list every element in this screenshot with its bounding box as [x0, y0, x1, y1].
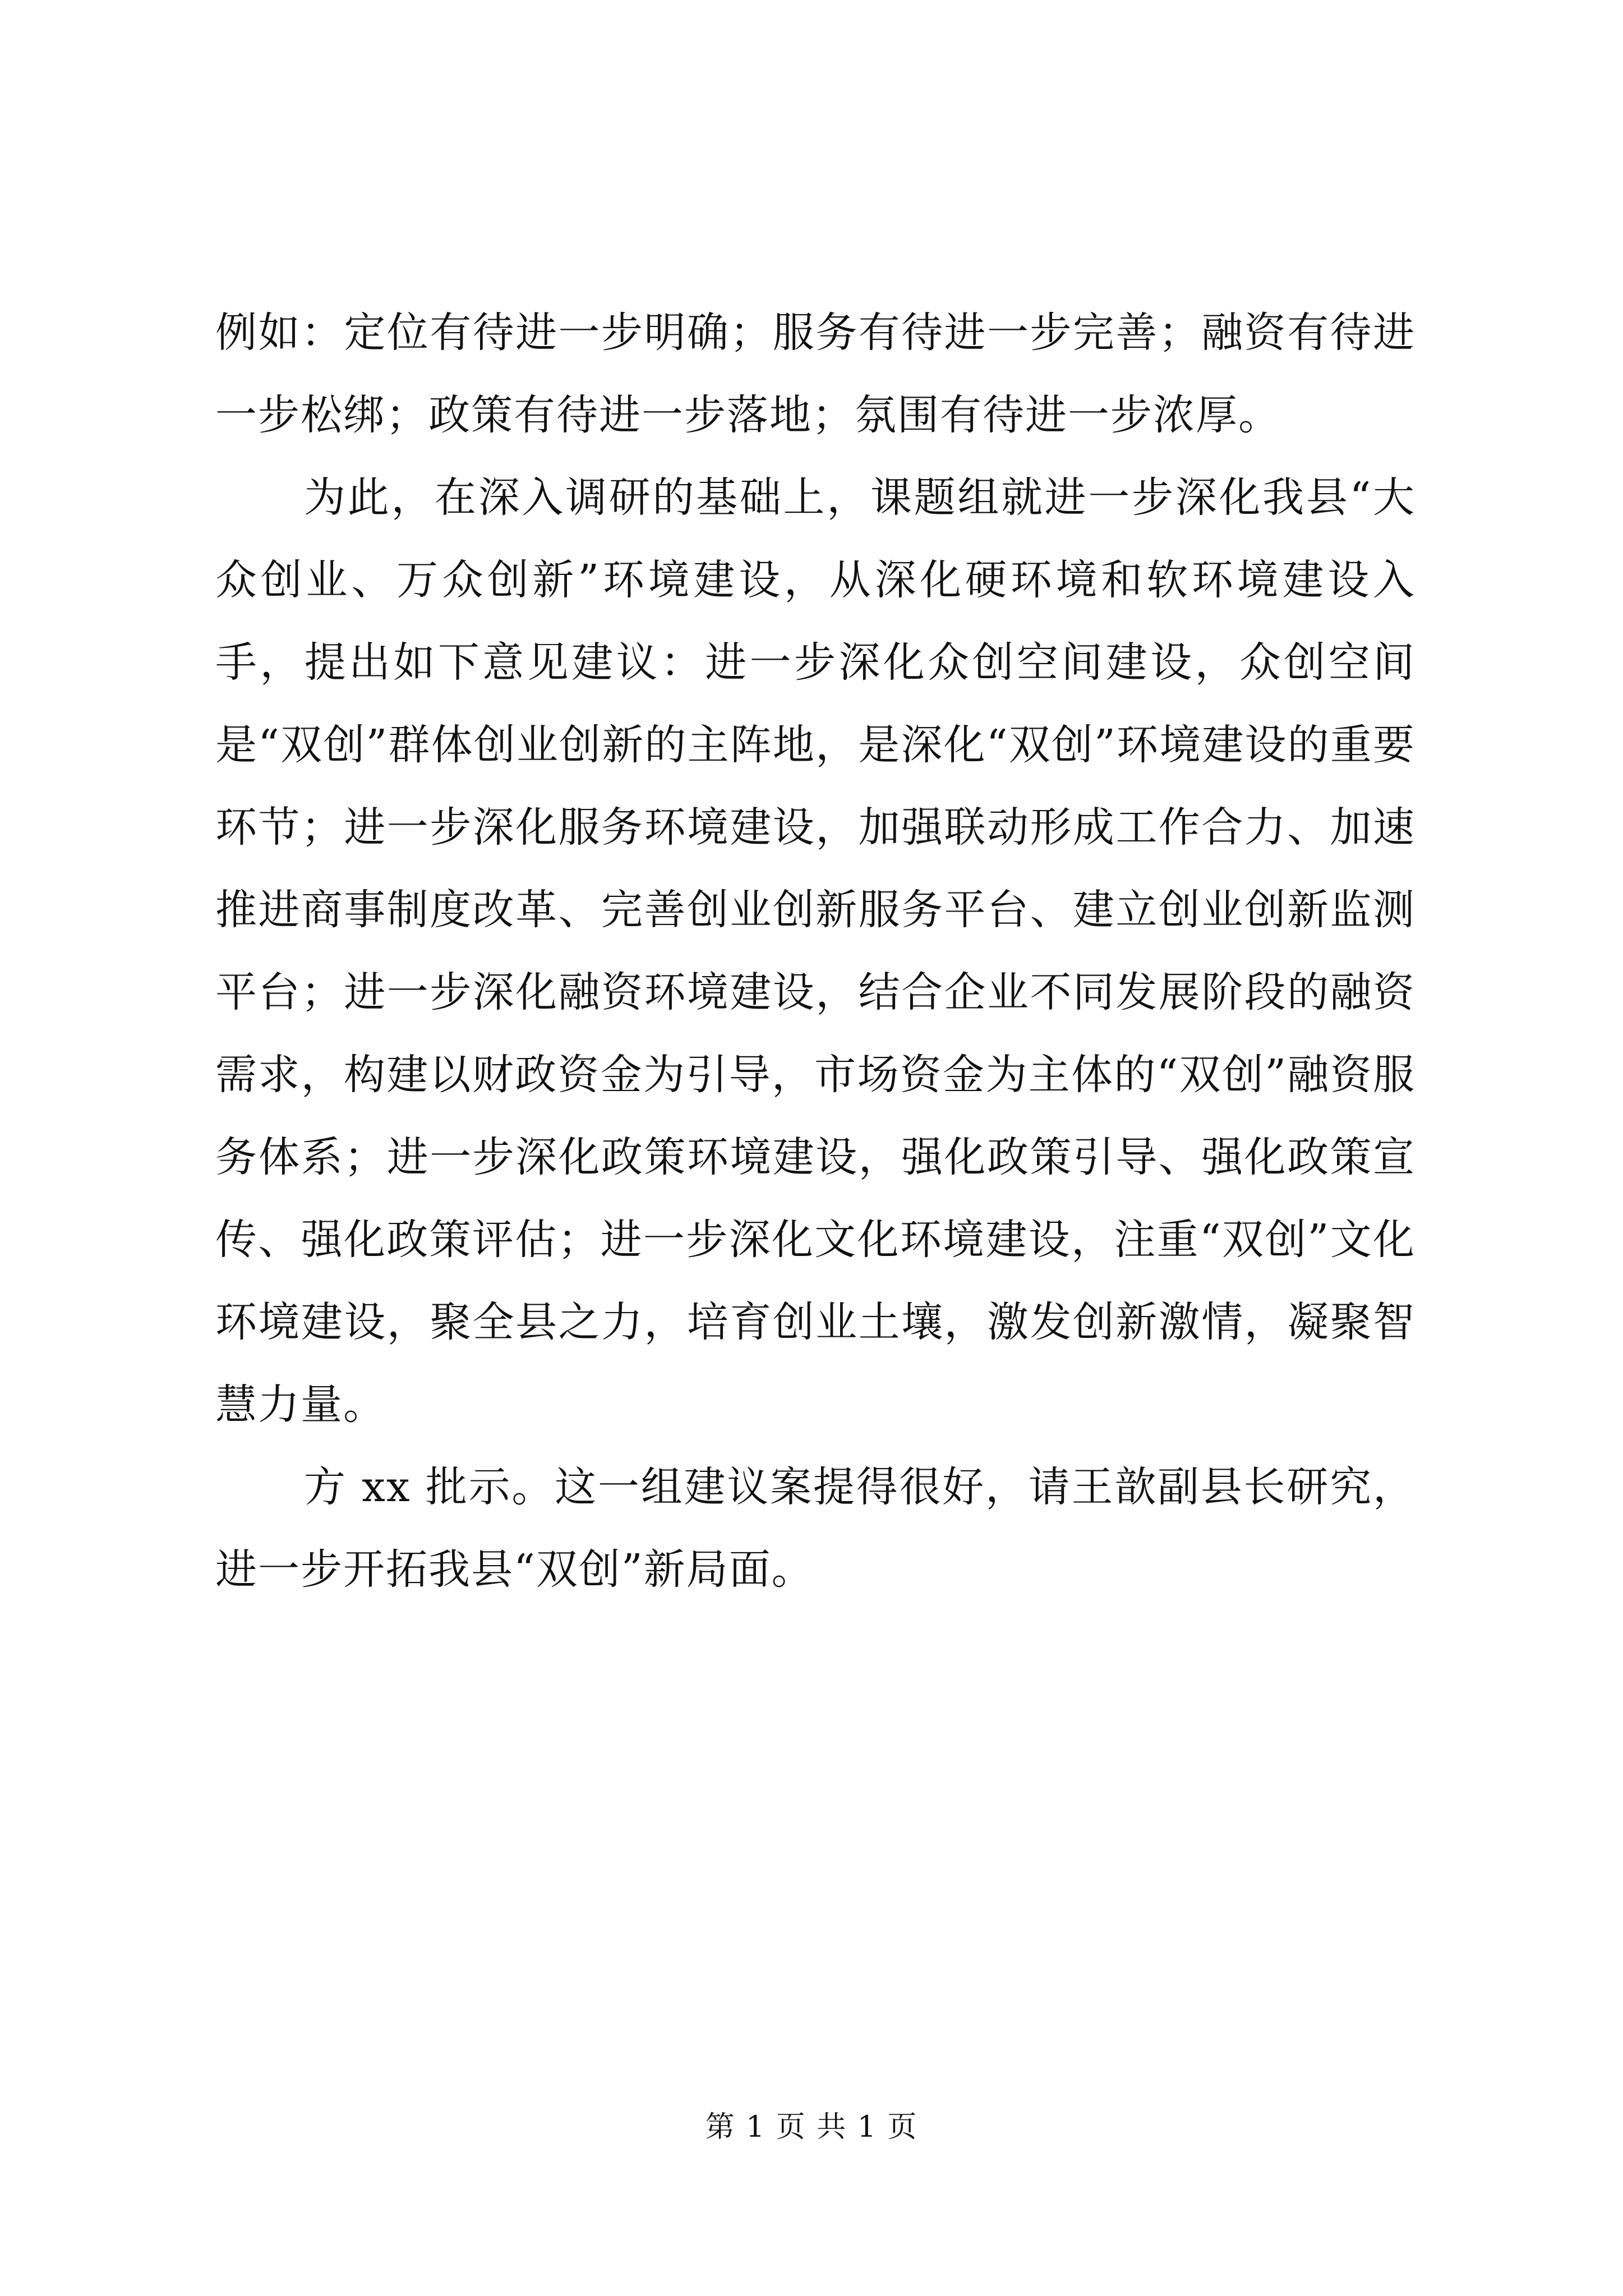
paragraph-1: 例如：定位有待进一步明确；服务有待进一步完善；融资有待进一步松绑；政策有待进一步落地；氛围有待进一步浓厚。 [215, 309, 1415, 439]
document-body [215, 292, 1415, 1611]
paragraph-2: 为此，在深入调研的基础上，课题组就进一步深化我县“大众创业、万众创新”环境建设，从深化硬环境和软环境建设入手，提出如下意见建议：进一步深化众创空间建设，众创空间是“双创”群体创业创新的主阵地，是深化“双创”环境建设的重要环节；进一步深化服务环境建设，加强联动形成工作合力、加速推进商事制度改革、完善创业创新服务平台、建立创业创新监测平台；进一步深化融资环境建设，结合企业不同发展阶段的融资需求，构建以财政资金为引导，市场资金为主体的“双创”融资服务体系；进一步深化政策环境建设，强化政策引导、强化政策宣传、强化政策评估；进一步深化文化环境建设，注重“双创”文化环境建设，聚全县之力，培育创业土壤，激发创新激情，凝聚智慧力量。 [215, 473, 1415, 1429]
paragraph-3: 方 xx 批示。这一组建议案提得很好，请王歆副县长研究，进一步开拓我县“双创”新局面。 [215, 1463, 1415, 1594]
page-footer: 第 1 页 共 1 页 [705, 2110, 918, 2144]
